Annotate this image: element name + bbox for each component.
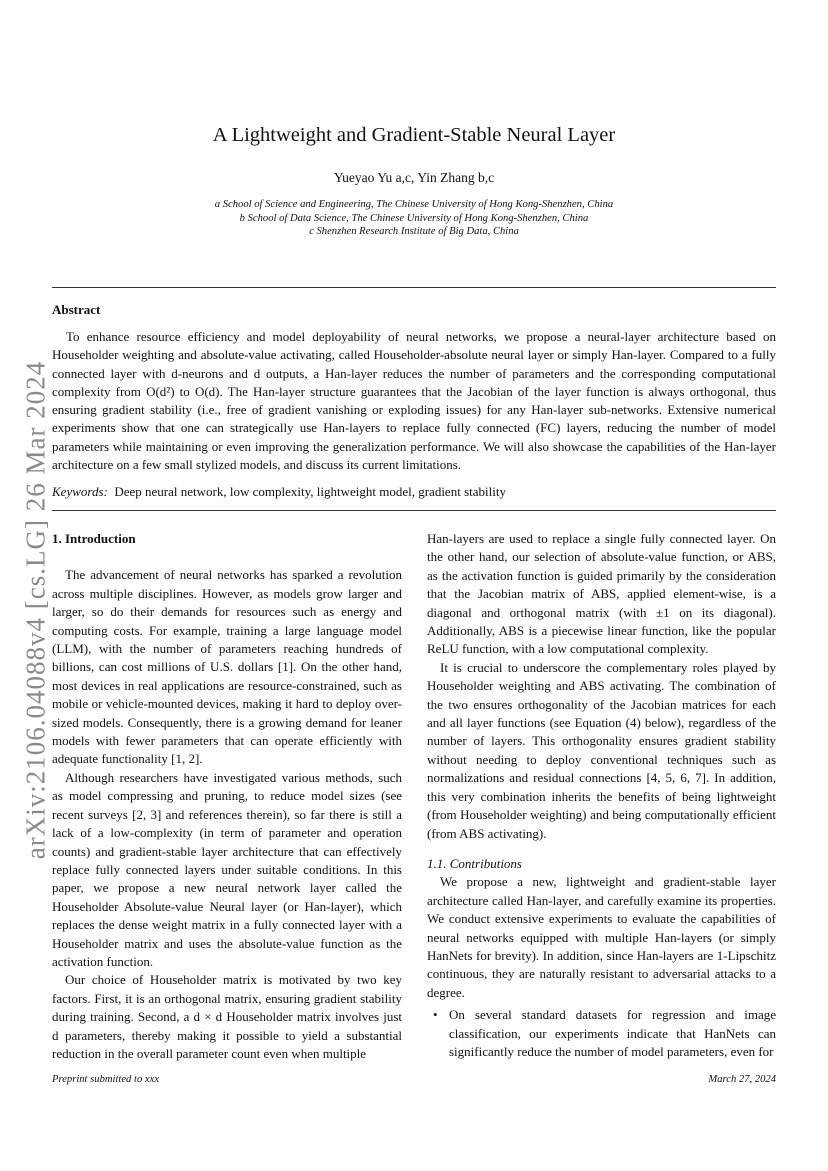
affiliation-c: c Shenzhen Research Institute of Big Data, China [309, 226, 519, 237]
right-column [427, 530, 776, 1061]
affiliation-b: b School of Data Science, The Chinese University of Hong Kong-Shenzhen, China [239, 212, 589, 224]
top-divider [52, 287, 776, 288]
footer-preprint-note: Preprint submitted to xxx [52, 1074, 159, 1085]
subsection-heading-contributions: 1.1. Contributions [427, 855, 522, 871]
abstract-text: To enhance resource efficiency and model deployability of neural networks, we propose a neural-layer architecture based on Householder weighting and absolute-value activating, called Householder-absolute neural layer or simply Han-layer. Compared to a fully connected layer with d-neurons and d outputs, a Han-layer reduces the number of parameters and the corresponding computational complexity from O(d²) to O(d). The Han-layer structure guarantees that the Jacobian of the layer function is always orthogonal, thus ensuring gradient stability (i.e., free of gradient vanishing or exploding issues) for any Han-layer sub-networks. Extensive numerical experiments show that one can strategically use Han-layers to replace fully connected (FC) layers, reducing the number of model parameters while maintaining or even improving the generalization performance. We will also showcase the capabilities of the Han-layer architecture on a few small stylized models, and discuss its current limitations. [52, 329, 776, 473]
paragraph: The advancement of neural networks has sparked a revolution across multiple disciplines. However, as models grow larger and larger, so do their demands for resources such as energy and computing costs. For example, training a large language model (LLM), with the number of parameters reaching hundreds of billions, can cost millions of U.S. dollars [1]. On the other hand, most devices in real applications are resource-constrained, such as mobile or vehicle-mounted devices, making it hard to deploy over-sized models. Consequently, there is a growing demand for leaner models with fewer parameters that can operate efficiently with adequate functionality [1, 2]. [52, 567, 402, 767]
section-heading-introduction: 1. Introduction [52, 531, 136, 546]
affiliations [0, 198, 828, 239]
keywords [52, 484, 776, 500]
paper-title: A Lightweight and Gradient-Stable Neural Layer [212, 124, 616, 146]
paragraph: Our choice of Householder matrix is motivated by two key factors. First, it is an orthogonal matrix, ensuring gradient stability during training. Second, a d × d Householder matrix involves just d parameters, thereby making it possible to yield a substantial reduction in the overall parameter count even when multiple [52, 972, 402, 1061]
arxiv-identifier: arXiv:2106.04088v4 [cs.LG] 26 Mar 2024 [20, 360, 51, 860]
left-column [52, 530, 402, 1063]
affiliation-a: a School of Science and Engineering, The Chinese University of Hong Kong-Shenzhen, China [214, 199, 614, 210]
bullet-icon: • [433, 1007, 438, 1023]
bullet-text: On several standard datasets for regression and image classification, our experiments indicate that HanNets can significantly reduce the number of model parameters, even for [449, 1007, 776, 1059]
author-list: Yueyao Yu a,c, Yin Zhang b,c [333, 170, 495, 185]
keywords-list: Deep neural network, low complexity, lightweight model, gradient stability [114, 484, 506, 499]
abstract-heading: Abstract [52, 302, 101, 317]
paragraph: We propose a new, lightweight and gradient-stable layer architecture called Han-layer, and carefully examine its properties. We conduct extensive experiments to evaluate the capabilities of neural networks equipped with multiple Han-layers (or simply HanNets for brevity). In addition, since Han-layers are 1-Lipschitz continuous, they are naturally resistant to adversarial attacks to a degree. [427, 874, 776, 1000]
paragraph: Han-layers are used to replace a single fully connected layer. On the other hand, our selection of absolute-value function, or ABS, as the activation function is guided primarily by the consideration that the Jacobian matrix of ABS, applied element-wise, is a diagonal and orthogonal matrix (with ±1 on its diagonal). Additionally, ABS is a piecewise linear function, like the popular ReLU function, with a low computational complexity. [427, 531, 776, 657]
keywords-label: Keywords: [52, 484, 108, 499]
paragraph: Although researchers have investigated various methods, such as model compressing and pruning, to reduce model sizes (see recent surveys [2, 3] and references therein), so far there is still a lack of a low-complexity (in term of parameter and operation counts) and gradient-stable layer architecture that can effectively replace fully connected layers under suitable conditions. In this paper, we propose a new neural network layer called the Householder Absolute-value Neural layer (or Han-layer), which replaces the dense weight matrix in a fully connected layer with a Householder matrix and uses the absolute-value function as the activation function. [52, 769, 402, 969]
contribution-bullet [427, 1006, 776, 1061]
paragraph: It is crucial to underscore the complementary roles played by Householder weighting and ABS activating. The combination of the two ensures orthogonality of the Jacobian matrices for each and all layer functions (see Equation (4) below), regardless of the number of layers. This orthogonality ensures gradient stability without needing to deploy conventional techniques such as normalizations and residual connections [4, 5, 6, 7]. In addition, this very combination inherits the benefits of being lightweight (from Householder weighting) and being computationally efficient (from ABS activating). [427, 659, 776, 841]
footer-date: March 27, 2024 [708, 1074, 776, 1085]
abstract-divider [52, 510, 776, 511]
